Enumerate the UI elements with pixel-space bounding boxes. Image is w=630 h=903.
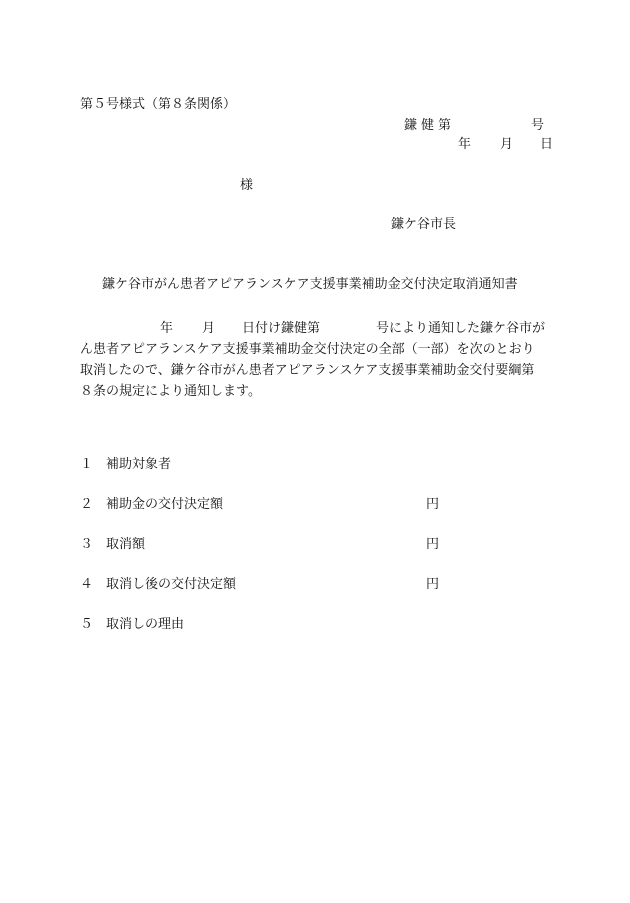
body-line-3-text: 取消したので、鎌ケ谷市がん患者アピアランスケア支援事業補助金交付要綱第 xyxy=(80,363,535,378)
item-label: 取消しの理由 xyxy=(106,617,185,632)
body-line-2-text: ん患者アピアランスケア支援事業補助金交付決定の全部（一部）を次のとおり xyxy=(80,342,535,357)
item-number: ３ xyxy=(80,537,94,552)
body-line-4-text: ８条の規定により通知します。 xyxy=(80,384,261,399)
body-line-1 xyxy=(80,318,552,339)
date-month-label: 月 xyxy=(500,137,514,152)
recipient-honorific: 様 xyxy=(240,178,254,193)
body-paragraph xyxy=(80,318,552,402)
body-year-label: 年 xyxy=(160,321,174,336)
date-year-label: 年 xyxy=(458,137,472,152)
document-title: 鎌ケ谷市がん患者アピアランスケア支援事業補助金交付決定取消通知書 xyxy=(102,277,518,292)
body-line-1-rest: 号により通知した鎌ケ谷市が xyxy=(376,321,546,336)
item-number: ５ xyxy=(80,617,94,632)
reference-prefix: 鎌健第 xyxy=(404,118,456,133)
item-number: ４ xyxy=(80,577,94,592)
body-dated-label: 日付け鎌健第 xyxy=(242,321,321,336)
form-label: 第５号様式（第８条関係） xyxy=(80,97,237,112)
reference-suffix: 号 xyxy=(531,118,545,133)
item-label: 取消し後の交付決定額 xyxy=(106,577,237,592)
item-unit: 円 xyxy=(426,577,440,592)
body-line-3 xyxy=(80,360,552,381)
item-label: 補助金の交付決定額 xyxy=(106,497,224,512)
item-number: １ xyxy=(80,457,94,472)
item-label: 取消額 xyxy=(106,537,146,552)
body-line-4 xyxy=(80,381,552,402)
issuer-name: 鎌ケ谷市長 xyxy=(391,217,457,232)
item-unit: 円 xyxy=(426,537,440,552)
body-month-label: 月 xyxy=(202,321,216,336)
item-number: ２ xyxy=(80,497,94,512)
body-line-2 xyxy=(80,339,552,360)
date-day-label: 日 xyxy=(540,137,554,152)
item-unit: 円 xyxy=(426,497,440,512)
item-label: 補助対象者 xyxy=(106,457,172,472)
